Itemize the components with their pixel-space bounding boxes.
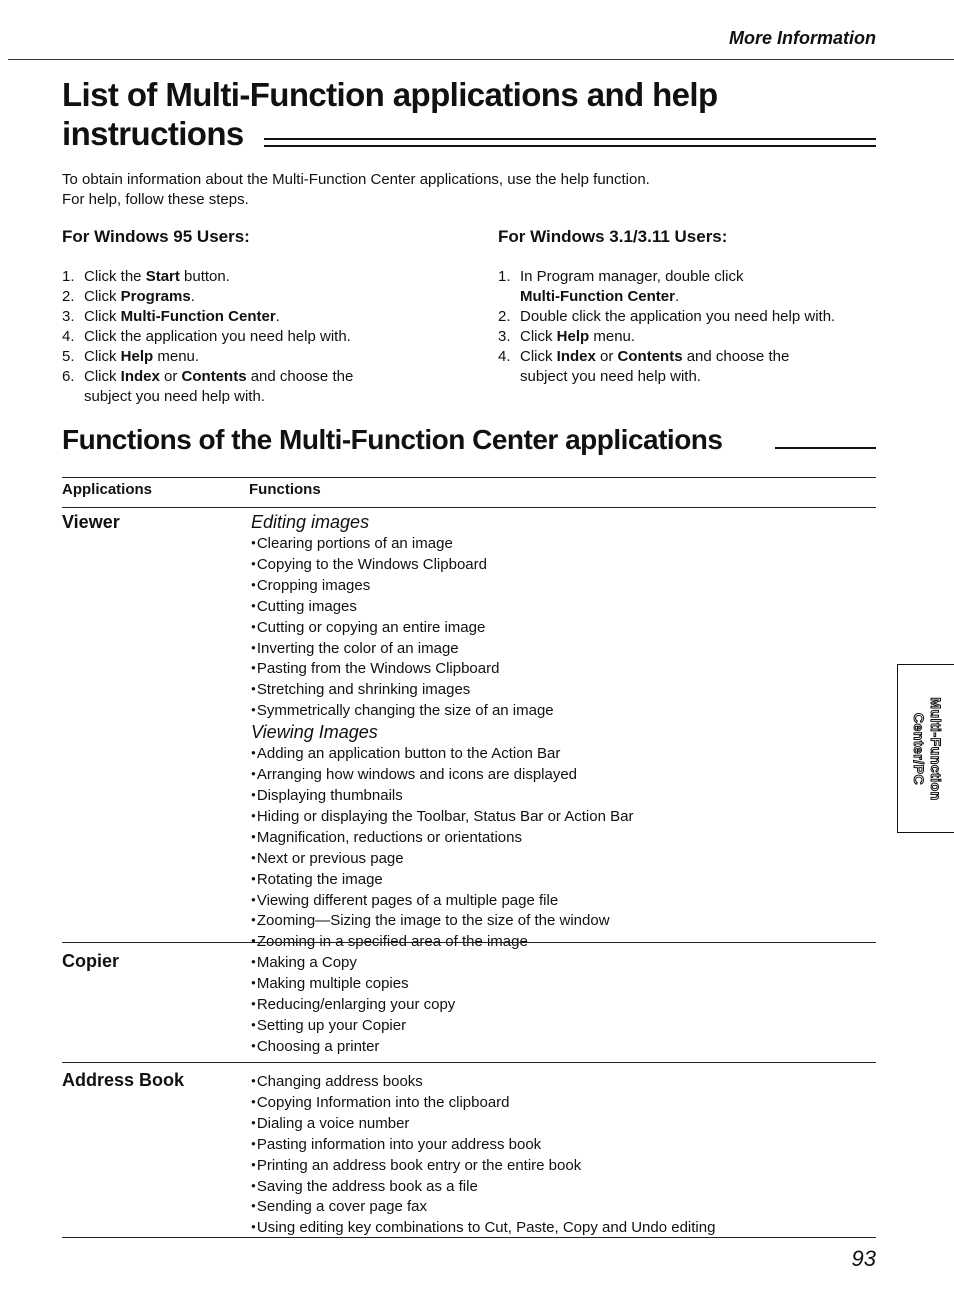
function-item: ● Clearing portions of an image <box>251 533 633 554</box>
function-item: ● Reducing/enlarging your copy <box>251 994 455 1015</box>
function-item: ● Symmetrically changing the size of an image <box>251 700 633 721</box>
side-tab-label: Multi-Function Center/PC <box>910 696 944 801</box>
function-item: ● Choosing a printer <box>251 1036 455 1057</box>
function-item: ● Magnification, reductions or orientations <box>251 827 633 848</box>
function-item: ● Next or previous page <box>251 848 633 869</box>
function-item: ● Using editing key combinations to Cut, Paste, Copy and Undo editing <box>251 1217 715 1238</box>
win95-step: 3. Click Multi-Function Center. <box>62 308 280 325</box>
win95-steps <box>62 267 402 407</box>
address-book-functions <box>251 1071 715 1238</box>
function-item: ● Pasting information into your address book <box>251 1134 715 1155</box>
function-item: ● Changing address books <box>251 1071 715 1092</box>
win95-step: 6. Click Index or Contents and choose the subject you need help with. <box>62 368 354 405</box>
function-item: ● Making multiple copies <box>251 973 455 994</box>
function-item: ● Adding an application button to the Action Bar <box>251 743 633 764</box>
function-item: ● Arranging how windows and icons are displayed <box>251 764 633 785</box>
function-item: ● Saving the address book as a file <box>251 1176 715 1197</box>
subheading-viewing-images: Viewing Images <box>251 722 378 743</box>
page-title-line2: instructions <box>62 115 244 152</box>
subheading-editing-images: Editing images <box>251 512 370 532</box>
viewer-functions <box>251 511 633 952</box>
function-item: ● Printing an address book entry or the entire book <box>251 1155 715 1176</box>
function-item: ● Rotating the image <box>251 869 633 890</box>
intro-line1: To obtain information about the Multi-Function Center applications, use the help function. <box>62 171 650 188</box>
table-header-rule <box>62 507 876 508</box>
win95-step: 1. Click the Start button. <box>62 268 230 285</box>
function-item: ● Setting up your Copier <box>251 1015 455 1036</box>
win31-steps <box>498 267 878 387</box>
functions-title-rule <box>775 447 876 449</box>
title-double-rule <box>264 138 876 147</box>
win95-step: 4. Click the application you need help with. <box>62 328 351 345</box>
functions-section-title: Functions of the Multi-Function Center applications <box>62 424 723 455</box>
column-header-functions: Functions <box>249 481 321 498</box>
function-item: ● Cutting or copying an entire image <box>251 617 633 638</box>
page-number: 93 <box>851 1246 876 1271</box>
function-item: ● Dialing a voice number <box>251 1113 715 1134</box>
intro-line2: For help, follow these steps. <box>62 191 249 208</box>
win31-step: 1. In Program manager, double click Multi-Function Center. <box>498 268 744 305</box>
column-header-applications: Applications <box>62 481 153 498</box>
function-item: ● Stretching and shrinking images <box>251 679 633 700</box>
win95-step: 5. Click Help menu. <box>62 348 200 365</box>
function-item: ● Cutting images <box>251 596 633 617</box>
app-name-address-book: Address Book <box>62 1070 185 1090</box>
function-item: ● Sending a cover page fax <box>251 1196 715 1217</box>
function-item: ● Displaying thumbnails <box>251 785 633 806</box>
app-name-viewer: Viewer <box>62 512 120 532</box>
win31-step: 3. Click Help menu. <box>498 328 636 345</box>
function-item: ● Pasting from the Windows Clipboard <box>251 658 633 679</box>
side-index-tab <box>897 664 954 833</box>
function-item: ● Cropping images <box>251 575 633 596</box>
function-item: ● Inverting the color of an image <box>251 638 633 659</box>
win95-step: 2. Click Programs. <box>62 288 195 305</box>
function-item: ● Making a Copy <box>251 952 455 973</box>
function-item: ● Viewing different pages of a multiple page file <box>251 890 633 911</box>
row-rule <box>62 942 876 943</box>
function-item: ● Copying Information into the clipboard <box>251 1092 715 1113</box>
function-item: ● Hiding or displaying the Toolbar, Status Bar or Action Bar <box>251 806 633 827</box>
win31-heading: For Windows 3.1/3.11 Users: <box>498 227 728 246</box>
function-item: ● Zooming in a specified area of the image <box>251 931 633 952</box>
intro-text <box>62 170 650 210</box>
table-top-rule <box>62 477 876 478</box>
function-item: ● Zooming—Sizing the image to the size of the window <box>251 910 633 931</box>
row-rule <box>62 1062 876 1063</box>
table-bottom-rule <box>62 1237 876 1238</box>
app-name-copier: Copier <box>62 951 120 971</box>
win95-heading: For Windows 95 Users: <box>62 227 250 246</box>
page-title-line1: List of Multi-Function applications and help <box>62 76 718 113</box>
function-item: ● Copying to the Windows Clipboard <box>251 554 633 575</box>
section-header: More Information <box>729 28 876 48</box>
win31-step: 4. Click Index or Contents and choose the subject you need help with. <box>498 348 790 385</box>
copier-functions <box>251 952 455 1057</box>
header-rule <box>8 59 954 60</box>
win31-step: 2. Double click the application you need help with. <box>498 308 836 325</box>
